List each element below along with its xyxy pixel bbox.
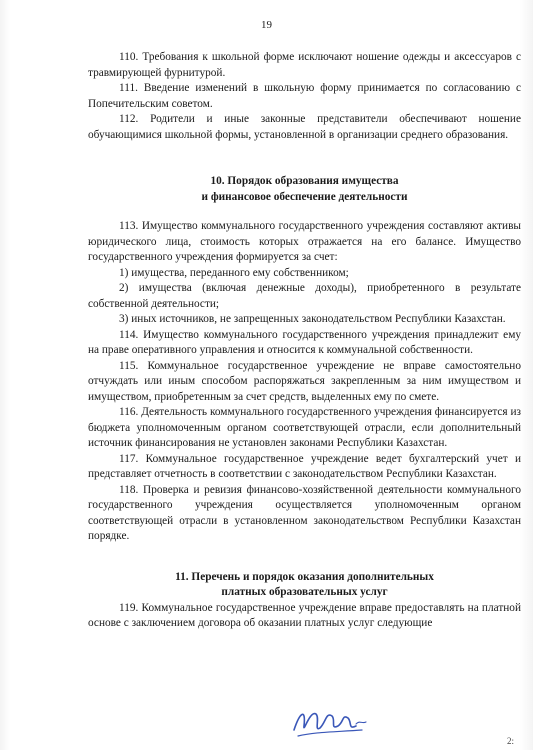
section-10-heading — [88, 174, 521, 205]
paragraph-113: 113. Имущество коммунального государственного учреждения составляют активы юридического лица, стоимость которых отражается на его балансе. Имущество государственного учреждения формируется за счет: — [88, 220, 521, 263]
paragraph-113-item-2: 2) имущества (включая денежные доходы), приобретенного в результате собственной деятельности; — [88, 282, 521, 310]
page-number: 19 — [261, 19, 272, 31]
paragraph-119: 119. Коммунальное государственное учреждение вправе предоставлять на платной основе с заключением договора об оказании платных услуг следующие — [88, 601, 521, 629]
section-11-heading — [88, 570, 521, 601]
paragraph-112: 112. Родители и иные законные представители обеспечивают ношение обучающимися школьной формы, установленной в организации среднего образования. — [88, 113, 521, 141]
section-11-title-line2: платных образовательных услуг — [221, 586, 388, 598]
paragraph-111: 111. Введение изменений в школьную форму принимается по согласованию с Попечительским советом. — [88, 82, 521, 110]
paragraph-118: 118. Проверка и ревизия финансово-хозяйственной деятельности коммунального государственного учреждения осуществляется уполномоченным органом соответствующей отрасли в установленном законодательством Республики Казахстан порядке. — [88, 483, 521, 542]
paragraph-110: 110. Требования к школьной форме исключают ношение одежды и аксессуаров с травмирующей фурнитурой. — [88, 51, 521, 79]
paragraph-115: 115. Коммунальное государственное учреждение не вправе самостоятельно отчуждать или иным способом распоряжаться закрепленным за ним имуществом и имуществом, приобретенным за счет средств, выделенных ему по смете. — [88, 359, 521, 403]
paragraph-116: 116. Деятельность коммунального государственного учреждения финансируется из бюджета уполномоченным органом соответствующей отрасли, если дополнительный источник финансирования не установлен законами Республики Казахстан. — [88, 406, 521, 449]
handwritten-signature-icon — [290, 700, 370, 742]
footer-mark: 2: — [507, 736, 515, 746]
paragraph-113-item-3: 3) иных источников, не запрещенных законодательством Республики Казахстан. — [119, 313, 506, 325]
section-10-title-line1: 10. Порядок образования имущества — [210, 175, 399, 187]
section-11-title-line1: 11. Перечень и порядок оказания дополнительных — [175, 570, 434, 583]
paragraph-114: 114. Имущество коммунального государственного учреждения принадлежит ему на праве оперативного управления и относится к коммунальной собственности. — [88, 328, 521, 356]
document-body — [88, 50, 521, 632]
section-10-title-line2: и финансовое обеспечение деятельности — [201, 190, 408, 203]
paragraph-117: 117. Коммунальное государственное учреждение ведет бухгалтерский учет и представляет отчетность в соответствии с законодательством Республики Казахстан. — [88, 452, 521, 480]
paragraph-113-item-1: 1) имущества, переданного ему собственником; — [119, 266, 349, 279]
